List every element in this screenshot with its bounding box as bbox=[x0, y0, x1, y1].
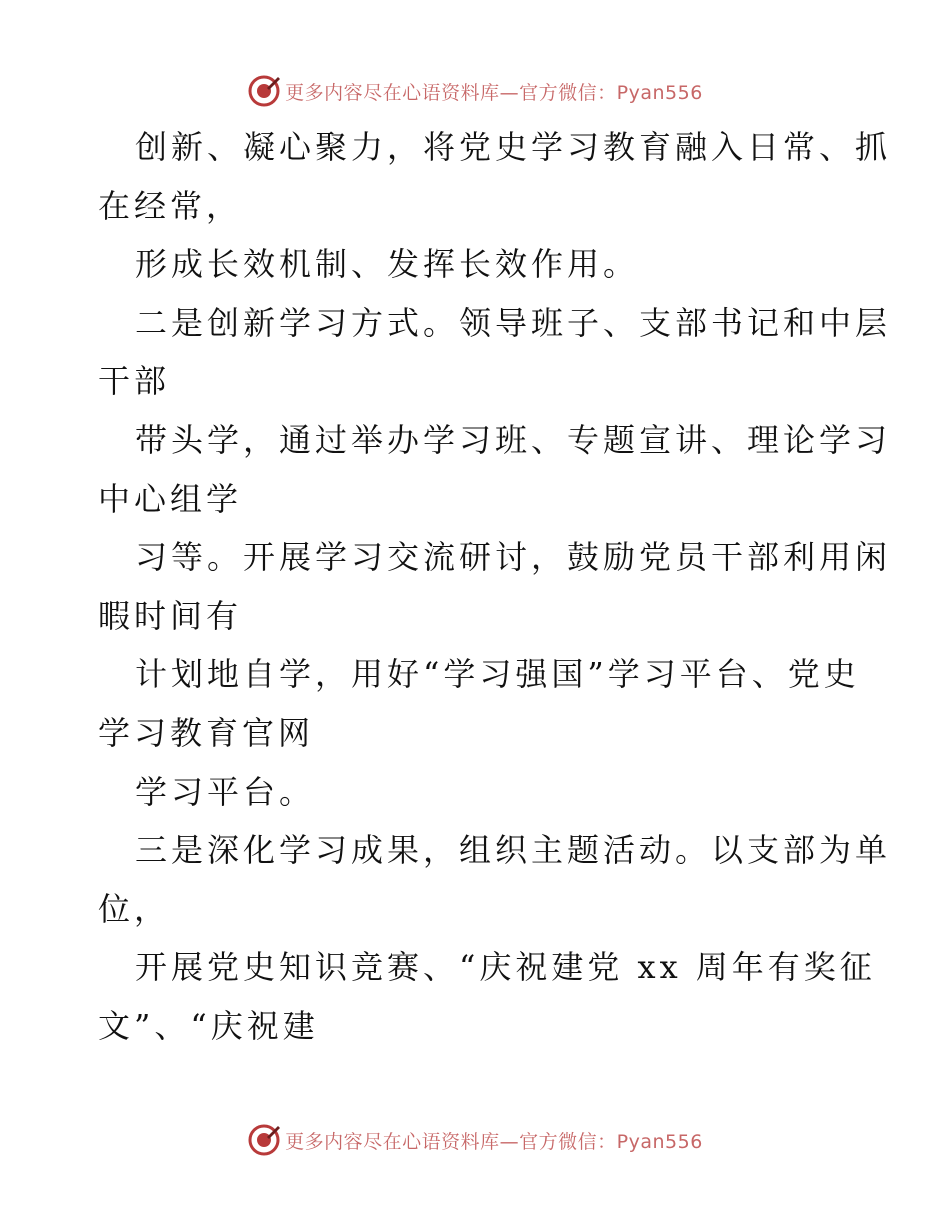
document-body bbox=[98, 118, 892, 1056]
text-line: 位， bbox=[98, 889, 171, 928]
footer-watermark-text: 更多内容尽在心语资料库—官方微信：Pyan556 bbox=[285, 1130, 703, 1153]
text-line: 二是创新学习方式。领导班子、支部书记和中层 bbox=[135, 303, 892, 342]
text-line: 学习教育官网 bbox=[98, 713, 315, 752]
text-line: 干部 bbox=[98, 362, 171, 401]
text-line: 习等。开展学习交流研讨，鼓励党员干部利用闲 bbox=[135, 538, 892, 577]
text-line: 学习平台。 bbox=[135, 772, 316, 811]
text-line: 中心组学 bbox=[98, 479, 243, 518]
text-line: 带头学，通过举办学习班、专题宣讲、理论学习 bbox=[135, 420, 892, 459]
header-watermark bbox=[0, 71, 950, 111]
pen-logo-icon bbox=[247, 1123, 281, 1157]
text-line: 形成长效机制、发挥长效作用。 bbox=[135, 245, 640, 284]
pen-logo-icon bbox=[247, 74, 281, 108]
text-line: 计划地自学，用好“学习强国”学习平台、党史 bbox=[135, 655, 860, 694]
text-line: 暇时间有 bbox=[98, 596, 243, 635]
text-line: 在经常， bbox=[98, 186, 243, 225]
footer-watermark bbox=[0, 1120, 950, 1160]
text-line: 创新、凝心聚力，将党史学习教育融入日常、抓 bbox=[135, 128, 892, 166]
text-line: 开展党史知识竞赛、“庆祝建党 xx 周年有奖征 bbox=[135, 948, 876, 987]
text-line: 文”、“庆祝建 bbox=[98, 1006, 319, 1045]
text-line: 三是深化学习成果，组织主题活动。以支部为单 bbox=[135, 831, 892, 870]
header-watermark-text: 更多内容尽在心语资料库—官方微信：Pyan556 bbox=[285, 81, 703, 104]
